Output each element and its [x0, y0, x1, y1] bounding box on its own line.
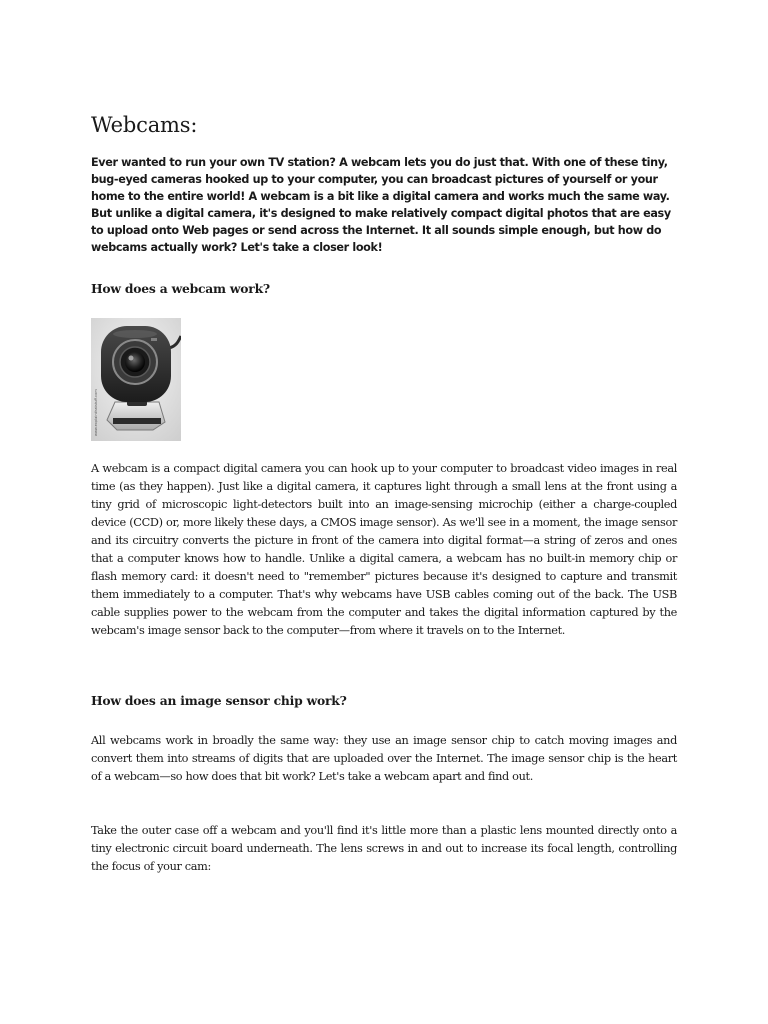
body-paragraph-webcam: A webcam is a compact digital camera you can hook up to your computer to broadcast video images in real time (as they happen). Just like a digital camera, it captures light through a small lens at the front using a tiny grid of microscopic light-detectors built into an image-sensing microchip (either a charge-coupled device (CCD) or, more likely these days, a CMOS image sensor). As we'll see in a moment, the image sensor and its circuitry converts the picture in front of the camera into digital format—a string of zeros and ones that a computer knows how to handle. Unlike a digital camera, a webcam has no built-in memory chip or flash memory card: it doesn't need to "remember" pictures because it's designed to capture and transmit them immediately to a computer. That's why webcams have USB cables coming out of the back. The USB cable supplies power to the webcam from the computer and takes the digital information captured by the webcam's image sensor back to the computer—from where it travels on to the Internet.	[91, 462, 677, 637]
body-paragraph-image-sensor: All webcams work in broadly the same way: they use an image sensor chip to catch moving images and convert them into streams of digits that are uploaded over the Internet. The image sensor chip is the heart of a webcam—so how does that bit work? Let's take a webcam apart and find out.	[91, 734, 677, 783]
webcam-photo	[91, 318, 181, 441]
intro-paragraph: Ever wanted to run your own TV station? A webcam lets you do just that. With one of these tiny, bug-eyed cameras hooked up to your computer, you can broadcast pictures of yourself or your home to the entire world! A webcam is a bit like a digital camera and works much the same way. But unlike a digital camera, it's designed to make relatively compact digital photos that are easy to upload onto Web pages or send across the Internet. It all sounds simple enough, but how do webcams actually work? Let's take a closer look!	[91, 156, 671, 254]
section-heading-image-sensor: How does an image sensor chip work?	[91, 693, 347, 708]
photo-watermark: www.explainthatstuff.com	[94, 389, 98, 436]
section-heading-webcam: How does a webcam work?	[91, 281, 270, 296]
page-title: Webcams:	[91, 113, 198, 137]
body-paragraph-outer-case: Take the outer case off a webcam and you'll find it's little more than a plastic lens mounted directly onto a tiny electronic circuit board underneath. The lens screws in and out to increase its focal length, controlling the focus of your cam:	[91, 824, 677, 873]
